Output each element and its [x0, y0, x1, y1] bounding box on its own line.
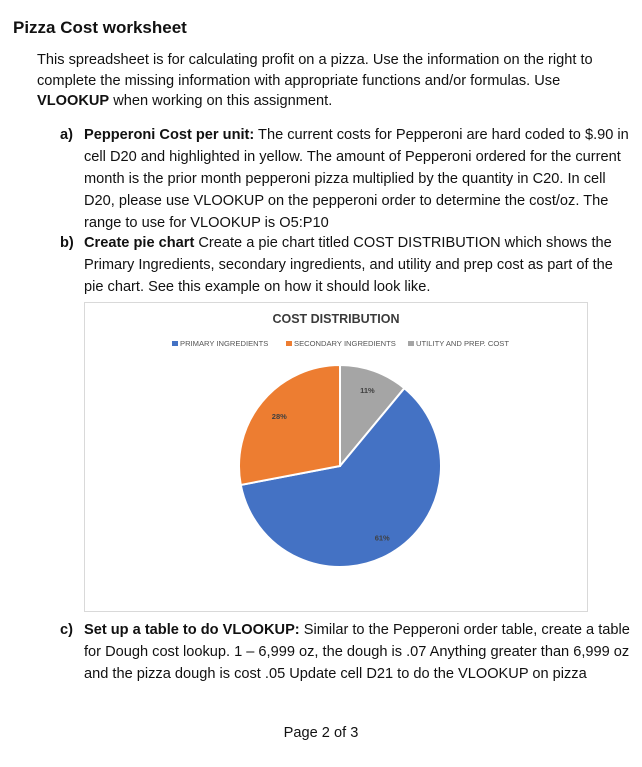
page-title: Pizza Cost worksheet — [13, 18, 187, 37]
intro-paragraph — [37, 50, 617, 112]
item-c-label: c) — [60, 622, 73, 638]
item-b-body: Create a pie chart titled COST DISTRIBUTION which shows the Primary Ingredients, secondary ingredients, and utility and prep cost as part of the pie chart. See this example on how it should look like. — [84, 235, 613, 295]
intro-text-2: when working on this assignment. — [109, 93, 333, 109]
page-footer: Page 2 of 3 — [283, 725, 359, 741]
pie-plot — [85, 303, 587, 611]
item-a-body: The current costs for Pepperoni are hard coded to $.90 in cell D20 and highlighted in yellow. The amount of Pepperoni ordered for the current month is the prior month pepperoni pizza multiplied by the quantity in C20. In cell D20, please use VLOOKUP on the pepperoni order to determine the cost/oz. The range to use for VLOOKUP is O5:P10 — [84, 127, 629, 231]
pie-label-utility: 11% — [360, 386, 375, 395]
item-c-heading: Set up a table to do VLOOKUP: — [84, 622, 300, 638]
legend-label-utility: UTILITY AND PREP. COST — [416, 339, 509, 348]
item-b-heading: Create pie chart — [84, 235, 195, 251]
item-c-body: Similar to the Pepperoni order table, create a table for Dough cost lookup. 1 – 6,999 oz, the dough is .07 Anything greater than 6,999 oz and the pizza dough is cost .05 Update cell D21 to do the VLOOKUP on pizza — [84, 622, 630, 682]
intro-vlookup: VLOOKUP — [37, 93, 110, 109]
pie-chart — [84, 302, 588, 612]
legend-label-secondary: SECONDARY INGREDIENTS — [294, 339, 396, 348]
item-a-label: a) — [60, 127, 73, 143]
task-item-b — [60, 232, 632, 298]
legend-label-primary: PRIMARY INGREDIENTS — [180, 339, 269, 348]
pie-label-secondary: 28% — [271, 411, 287, 421]
pie-slice-secondary — [239, 365, 340, 485]
pie-label-primary: 61% — [374, 533, 390, 543]
task-item-c — [60, 619, 632, 685]
chart-title: COST DISTRIBUTION — [272, 312, 400, 326]
task-item-a — [60, 124, 632, 234]
item-a-heading: Pepperoni Cost per unit: — [84, 127, 255, 143]
intro-text-1: This spreadsheet is for calculating profit on a pizza. Use the information on the right to complete the missing information with appropriate functions and/or formulas. Use — [37, 52, 593, 89]
item-b-label: b) — [60, 235, 74, 251]
